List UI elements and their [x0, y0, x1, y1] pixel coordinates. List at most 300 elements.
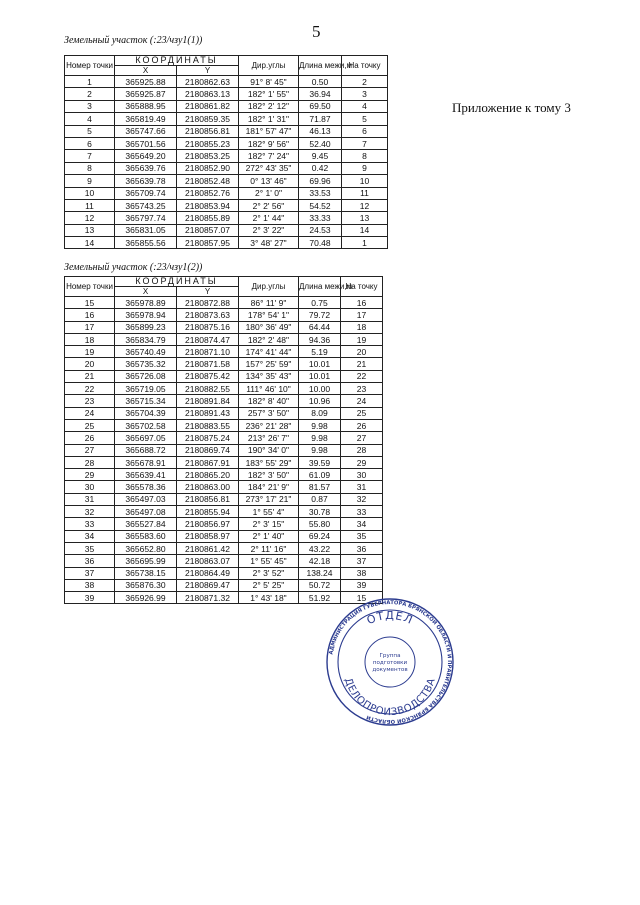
- table-cell: 2180867.91: [177, 456, 239, 468]
- table-cell: 14: [65, 237, 115, 249]
- table-cell: 1° 55' 4": [239, 506, 299, 518]
- table-row: [65, 395, 383, 407]
- table-cell: 32: [341, 493, 383, 505]
- table-cell: 6: [65, 137, 115, 149]
- table-cell: 190° 34' 0": [239, 444, 299, 456]
- table-row: [65, 407, 383, 419]
- table-cell: 4: [65, 113, 115, 125]
- page-number: 5: [312, 22, 321, 41]
- table-cell: 10: [65, 187, 115, 199]
- table-cell: 4: [342, 100, 388, 112]
- table-cell: 2° 3' 52": [239, 567, 299, 579]
- table-cell: 10.96: [299, 395, 341, 407]
- table-cell: 11: [342, 187, 388, 199]
- table-row: [65, 76, 388, 88]
- table-cell: 181° 57' 47": [239, 125, 299, 137]
- table-cell: 1: [65, 76, 115, 88]
- section-2-caption: Земельный участок (:23/чзу1(2)): [64, 262, 203, 273]
- table-cell: 22: [65, 383, 115, 395]
- table-cell: 257° 3' 50": [239, 407, 299, 419]
- table-cell: 18: [341, 321, 383, 333]
- table-row: [65, 506, 383, 518]
- table-cell: 365697.05: [115, 432, 177, 444]
- table-cell: 183° 55' 29": [239, 456, 299, 468]
- table-cell: 365926.99: [115, 592, 177, 604]
- table-cell: 20: [341, 346, 383, 358]
- table-cell: 2180853.94: [177, 199, 239, 211]
- table-row: [65, 579, 383, 591]
- table-cell: 21: [65, 370, 115, 382]
- table-cell: 64.44: [299, 321, 341, 333]
- table-cell: 8: [65, 162, 115, 174]
- table-cell: 23: [341, 383, 383, 395]
- table-cell: 15: [341, 592, 383, 604]
- table-cell: 184° 21' 9": [239, 481, 299, 493]
- table-row: [65, 542, 383, 554]
- table-cell: 13: [342, 212, 388, 224]
- table-cell: 2180857.95: [177, 237, 239, 249]
- table-row: [65, 199, 388, 211]
- table-row: [65, 493, 383, 505]
- table-row: [65, 237, 388, 249]
- table-cell: 182° 9' 56": [239, 137, 299, 149]
- table-cell: 365831.05: [115, 224, 177, 236]
- table-cell: 365583.60: [115, 530, 177, 542]
- table-cell: 2180862.63: [177, 76, 239, 88]
- table-cell: 365639.76: [115, 162, 177, 174]
- table-cell: 2180883.55: [177, 419, 239, 431]
- header-boundary-length: Длина межи,м: [299, 56, 342, 76]
- table-row: [65, 419, 383, 431]
- table-2-body: [65, 297, 383, 604]
- table-cell: 25: [65, 419, 115, 431]
- table-row: [65, 333, 383, 345]
- coordinates-table-2: [64, 276, 383, 604]
- table-cell: 10.00: [299, 383, 341, 395]
- table-cell: 0.50: [299, 76, 342, 88]
- table-cell: 17: [341, 309, 383, 321]
- table-cell: 94.36: [299, 333, 341, 345]
- table-row: [65, 224, 388, 236]
- table-cell: 31: [341, 481, 383, 493]
- table-cell: 365819.49: [115, 113, 177, 125]
- stamp-center-line-3: документов: [372, 667, 408, 673]
- table-cell: 54.52: [299, 199, 342, 211]
- table-cell: 33: [65, 518, 115, 530]
- table-cell: 70.48: [299, 237, 342, 249]
- table-cell: 213° 26' 7": [239, 432, 299, 444]
- table-row: [65, 100, 388, 112]
- table-cell: 2180852.76: [177, 187, 239, 199]
- table-cell: 9: [342, 162, 388, 174]
- table-cell: 9: [65, 175, 115, 187]
- table-cell: 365652.80: [115, 542, 177, 554]
- table-cell: 2° 1' 0": [239, 187, 299, 199]
- table-cell: 2° 3' 15": [239, 518, 299, 530]
- table-row: [65, 137, 388, 149]
- table-cell: 29: [341, 456, 383, 468]
- table-cell: 8: [342, 150, 388, 162]
- table-cell: 365497.03: [115, 493, 177, 505]
- table-row: [65, 297, 383, 309]
- table-cell: 2° 2' 56": [239, 199, 299, 211]
- table-cell: 2: [342, 76, 388, 88]
- table-cell: 2180874.47: [177, 333, 239, 345]
- header-direction-angles: Дир.углы: [239, 56, 299, 76]
- table-cell: 2° 1' 40": [239, 530, 299, 542]
- table-cell: 365978.89: [115, 297, 177, 309]
- coordinates-table-1: [64, 55, 388, 249]
- table-row: [65, 88, 388, 100]
- table-cell: 2180858.97: [177, 530, 239, 542]
- table-cell: 33.33: [299, 212, 342, 224]
- table-cell: 0.42: [299, 162, 342, 174]
- table-cell: 365888.95: [115, 100, 177, 112]
- table-cell: 17: [65, 321, 115, 333]
- table-cell: 19: [341, 333, 383, 345]
- table-cell: 69.50: [299, 100, 342, 112]
- table-cell: 2180861.82: [177, 100, 239, 112]
- table-cell: 81.57: [299, 481, 341, 493]
- table-cell: 61.09: [299, 469, 341, 481]
- table-cell: 9.98: [299, 444, 341, 456]
- table-cell: 34: [65, 530, 115, 542]
- table-cell: 11: [65, 199, 115, 211]
- table-1-body: [65, 76, 388, 249]
- table-cell: 25: [341, 407, 383, 419]
- table-cell: 1° 55' 45": [239, 555, 299, 567]
- table-cell: 69.96: [299, 175, 342, 187]
- table-cell: 34: [341, 518, 383, 530]
- table-cell: 2180872.88: [177, 297, 239, 309]
- table-row: [65, 162, 388, 174]
- table-cell: 365695.99: [115, 555, 177, 567]
- table-row: [65, 518, 383, 530]
- stamp-ring-text: АДМИНИСТРАЦИЯ ГУБЕРНАТОРА БРЯНСКОЙ ОБЛАСТИ И ПРАВИТЕЛЬСТВА БРЯНСКОЙ ОБЛАСТИ: [328, 599, 453, 725]
- table-row: [65, 113, 388, 125]
- table-cell: 2180855.94: [177, 506, 239, 518]
- table-cell: 134° 35' 43": [239, 370, 299, 382]
- table-cell: 365639.41: [115, 469, 177, 481]
- table-row: [65, 212, 388, 224]
- header-y: Y: [177, 287, 239, 297]
- header-point-number: Номер точки: [65, 56, 115, 76]
- table-cell: 180° 36' 49": [239, 321, 299, 333]
- table-cell: 26: [65, 432, 115, 444]
- table-cell: 2180871.10: [177, 346, 239, 358]
- table-cell: 43.22: [299, 542, 341, 554]
- table-cell: 32: [65, 506, 115, 518]
- table-row: [65, 383, 383, 395]
- table-cell: 16: [341, 297, 383, 309]
- header-x: X: [115, 66, 177, 76]
- table-row: [65, 567, 383, 579]
- table-cell: 365701.56: [115, 137, 177, 149]
- table-cell: 365978.94: [115, 309, 177, 321]
- table-cell: 27: [341, 432, 383, 444]
- table-cell: 31: [65, 493, 115, 505]
- table-cell: 365899.23: [115, 321, 177, 333]
- table-cell: 12: [342, 199, 388, 211]
- table-cell: 7: [342, 137, 388, 149]
- table-cell: 36: [341, 542, 383, 554]
- table-cell: 0.75: [299, 297, 341, 309]
- table-cell: 10.01: [299, 358, 341, 370]
- header-to-point: На точку: [341, 277, 383, 297]
- table-cell: 182° 2' 12": [239, 100, 299, 112]
- table-cell: 365702.58: [115, 419, 177, 431]
- table-cell: 10.01: [299, 370, 341, 382]
- table-cell: 79.72: [299, 309, 341, 321]
- table-cell: 2180875.42: [177, 370, 239, 382]
- table-cell: 36.94: [299, 88, 342, 100]
- table-cell: 55.80: [299, 518, 341, 530]
- table-cell: 39: [65, 592, 115, 604]
- table-cell: 2180863.07: [177, 555, 239, 567]
- table-cell: 39.59: [299, 456, 341, 468]
- stamp-center-line-2: подготовки: [372, 660, 408, 666]
- table-row: [65, 370, 383, 382]
- table-cell: 10: [342, 175, 388, 187]
- header-coordinates: КООРДИНАТЫ: [115, 56, 239, 66]
- table-cell: 12: [65, 212, 115, 224]
- table-row: [65, 432, 383, 444]
- table-cell: 138.24: [299, 567, 341, 579]
- table-cell: 2180852.48: [177, 175, 239, 187]
- header-boundary-length: Длина межи,м: [299, 277, 341, 297]
- table-cell: 2180871.32: [177, 592, 239, 604]
- table-cell: 236° 21' 28": [239, 419, 299, 431]
- table-cell: 37: [65, 567, 115, 579]
- table-cell: 69.24: [299, 530, 341, 542]
- table-cell: 3: [342, 88, 388, 100]
- table-cell: 2180864.49: [177, 567, 239, 579]
- table-cell: 91° 8' 45": [239, 76, 299, 88]
- table-cell: 2180865.20: [177, 469, 239, 481]
- table-cell: 365726.08: [115, 370, 177, 382]
- table-cell: 2180871.58: [177, 358, 239, 370]
- table-cell: 365876.30: [115, 579, 177, 591]
- table-cell: 178° 54' 1": [239, 309, 299, 321]
- table-cell: 26: [341, 419, 383, 431]
- table-cell: 9.98: [299, 432, 341, 444]
- table-row: [65, 321, 383, 333]
- table-cell: 36: [65, 555, 115, 567]
- table-cell: 42.18: [299, 555, 341, 567]
- table-cell: 2180857.07: [177, 224, 239, 236]
- table-cell: 13: [65, 224, 115, 236]
- table-cell: 2180853.25: [177, 150, 239, 162]
- table-cell: 51.92: [299, 592, 341, 604]
- table-cell: 2180852.90: [177, 162, 239, 174]
- table-cell: 5: [65, 125, 115, 137]
- header-coordinates: КООРДИНАТЫ: [115, 277, 239, 287]
- table-cell: 182° 1' 55": [239, 88, 299, 100]
- table-cell: 365578.36: [115, 481, 177, 493]
- table-cell: 182° 7' 24": [239, 150, 299, 162]
- table-cell: 21: [341, 358, 383, 370]
- section-1-caption: Земельный участок (:23/чзу1(1)): [64, 35, 203, 46]
- table-cell: 2180891.84: [177, 395, 239, 407]
- table-cell: 365639.78: [115, 175, 177, 187]
- table-cell: 365740.49: [115, 346, 177, 358]
- stamp-top-text: ОТДЕЛ: [364, 608, 416, 628]
- table-row: [65, 187, 388, 199]
- table-row: [65, 125, 388, 137]
- table-cell: 9.98: [299, 419, 341, 431]
- table-cell: 24: [341, 395, 383, 407]
- table-cell: 2180859.35: [177, 113, 239, 125]
- table-cell: 8.09: [299, 407, 341, 419]
- table-cell: 365715.34: [115, 395, 177, 407]
- table-cell: 365709.74: [115, 187, 177, 199]
- table-cell: 365797.74: [115, 212, 177, 224]
- table-cell: 6: [342, 125, 388, 137]
- table-cell: 273° 17' 21": [239, 493, 299, 505]
- table-cell: 2180856.97: [177, 518, 239, 530]
- table-cell: 22: [341, 370, 383, 382]
- header-x: X: [115, 287, 177, 297]
- table-cell: 33: [341, 506, 383, 518]
- header-direction-angles: Дир.углы: [239, 277, 299, 297]
- table-cell: 2: [65, 88, 115, 100]
- table-cell: 182° 1' 31": [239, 113, 299, 125]
- table-cell: 0.87: [299, 493, 341, 505]
- table-cell: 365834.79: [115, 333, 177, 345]
- table-cell: 365497.08: [115, 506, 177, 518]
- table-cell: 1: [342, 237, 388, 249]
- header-to-point: На точку: [342, 56, 388, 76]
- table-cell: 2180856.81: [177, 125, 239, 137]
- table-row: [65, 346, 383, 358]
- table-cell: 2180869.74: [177, 444, 239, 456]
- table-cell: 365738.15: [115, 567, 177, 579]
- office-stamp: [325, 597, 455, 727]
- table-cell: 33.53: [299, 187, 342, 199]
- table-cell: 2° 1' 44": [239, 212, 299, 224]
- table-cell: 30: [341, 469, 383, 481]
- table-cell: 30: [65, 481, 115, 493]
- table-cell: 2180873.63: [177, 309, 239, 321]
- table-cell: 365925.88: [115, 76, 177, 88]
- table-cell: 28: [341, 444, 383, 456]
- table-row: [65, 481, 383, 493]
- table-cell: 7: [65, 150, 115, 162]
- table-cell: 27: [65, 444, 115, 456]
- table-cell: 2180855.89: [177, 212, 239, 224]
- table-cell: 1° 43' 18": [239, 592, 299, 604]
- table-row: [65, 358, 383, 370]
- stamp-bottom-text: ДЕЛОПРОИЗВОДСТВА: [342, 676, 438, 719]
- table-cell: 111° 46' 10": [239, 383, 299, 395]
- table-cell: 182° 8' 40": [239, 395, 299, 407]
- stamp-center-line-1: Группа: [379, 653, 401, 659]
- table-cell: 182° 3' 50": [239, 469, 299, 481]
- table-cell: 157° 25' 59": [239, 358, 299, 370]
- table-cell: 2180882.55: [177, 383, 239, 395]
- table-cell: 18: [65, 333, 115, 345]
- table-cell: 3° 48' 27": [239, 237, 299, 249]
- table-cell: 2180891.43: [177, 407, 239, 419]
- table-cell: 2180856.81: [177, 493, 239, 505]
- table-cell: 2180855.23: [177, 137, 239, 149]
- header-point-number: Номер точки: [65, 277, 115, 297]
- table-cell: 28: [65, 456, 115, 468]
- table-cell: 365719.05: [115, 383, 177, 395]
- table-cell: 19: [65, 346, 115, 358]
- table-cell: 365688.72: [115, 444, 177, 456]
- table-cell: 9.45: [299, 150, 342, 162]
- table-row: [65, 175, 388, 187]
- table-cell: 71.87: [299, 113, 342, 125]
- table-row: [65, 469, 383, 481]
- table-cell: 2° 3' 22": [239, 224, 299, 236]
- table-row: [65, 530, 383, 542]
- table-cell: 24.53: [299, 224, 342, 236]
- table-cell: 182° 2' 48": [239, 333, 299, 345]
- table-cell: 365704.39: [115, 407, 177, 419]
- table-cell: 52.40: [299, 137, 342, 149]
- table-cell: 365855.56: [115, 237, 177, 249]
- table-cell: 2° 11' 16": [239, 542, 299, 554]
- table-cell: 2180875.24: [177, 432, 239, 444]
- table-cell: 365743.25: [115, 199, 177, 211]
- table-cell: 0° 13' 46": [239, 175, 299, 187]
- table-row: [65, 444, 383, 456]
- table-row: [65, 456, 383, 468]
- table-cell: 15: [65, 297, 115, 309]
- table-cell: 14: [342, 224, 388, 236]
- table-cell: 365735.32: [115, 358, 177, 370]
- table-cell: 2180869.47: [177, 579, 239, 591]
- table-cell: 5: [342, 113, 388, 125]
- header-y: Y: [177, 66, 239, 76]
- table-cell: 37: [341, 555, 383, 567]
- table-cell: 272° 43' 35": [239, 162, 299, 174]
- table-cell: 39: [341, 579, 383, 591]
- table-cell: 2180875.16: [177, 321, 239, 333]
- table-cell: 23: [65, 395, 115, 407]
- table-cell: 46.13: [299, 125, 342, 137]
- table-cell: 50.72: [299, 579, 341, 591]
- table-cell: 365527.84: [115, 518, 177, 530]
- table-cell: 16: [65, 309, 115, 321]
- table-cell: 5.19: [299, 346, 341, 358]
- table-cell: 35: [65, 542, 115, 554]
- table-cell: 2180861.42: [177, 542, 239, 554]
- table-cell: 365747.66: [115, 125, 177, 137]
- table-cell: 86° 11' 9": [239, 297, 299, 309]
- table-cell: 3: [65, 100, 115, 112]
- table-cell: 174° 41' 44": [239, 346, 299, 358]
- table-row: [65, 555, 383, 567]
- table-cell: 20: [65, 358, 115, 370]
- table-row: [65, 150, 388, 162]
- table-cell: 35: [341, 530, 383, 542]
- table-cell: 30.78: [299, 506, 341, 518]
- table-cell: 365925.87: [115, 88, 177, 100]
- table-cell: 365678.91: [115, 456, 177, 468]
- table-cell: 2° 5' 25": [239, 579, 299, 591]
- table-cell: 24: [65, 407, 115, 419]
- table-cell: 38: [65, 579, 115, 591]
- table-cell: 29: [65, 469, 115, 481]
- appendix-note: Приложение к тому 3: [452, 100, 571, 115]
- table-row: [65, 309, 383, 321]
- table-cell: 365649.20: [115, 150, 177, 162]
- table-cell: 2180863.13: [177, 88, 239, 100]
- table-cell: 2180863.00: [177, 481, 239, 493]
